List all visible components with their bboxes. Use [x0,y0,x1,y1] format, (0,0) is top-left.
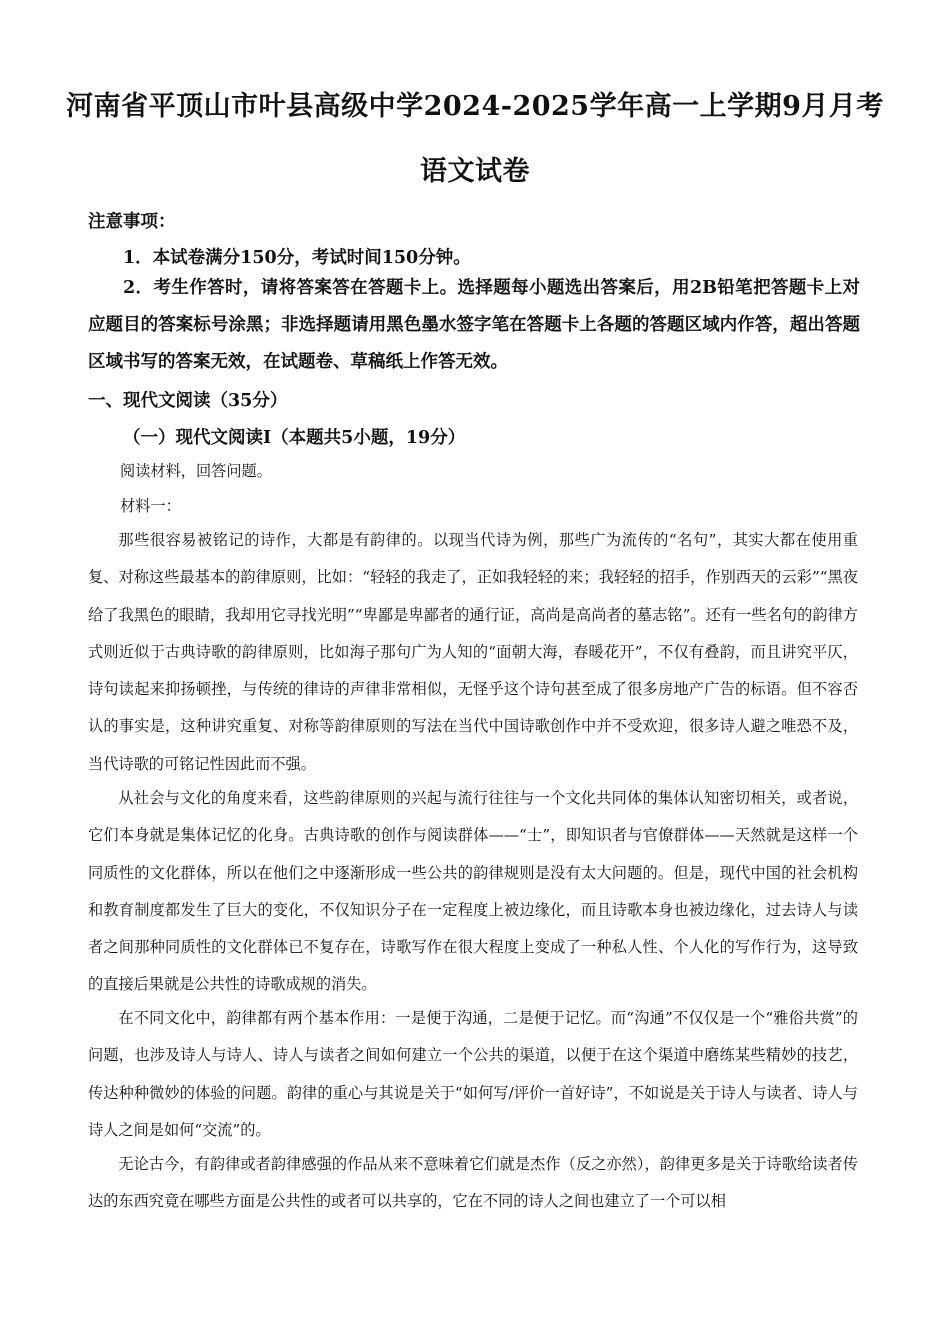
paragraph-1: 那些很容易被铭记的诗作，大都是有韵律的。以现当代诗为例，那些广为流传的“名句”，其实大都在使用重复、对称这些最基本的韵律原则，比如：“轻轻的我走了，正如我轻轻的来；我轻轻的招手，作别西天的云彩”“黑夜给了我黑色的眼睛，我却用它寻找光明”“卑鄙是卑鄙者的通行证，高尚是高尚者的墓志铭”。还有一些名句的韵律方式则近似于古典诗歌的韵律原则，比如海子那句广为人知的“面朝大海，春暖花开”，不仅有叠韵，而且讲究平仄，诗句读起来抑扬顿挫，与传统的律诗的声律非常相似，无怪乎这个诗句甚至成了很多房地产广告的标语。但不容否认的事实是，这种讲究重复、对称等韵律原则的写法在当代中国诗歌创作中并不受欢迎，很多诗人避之唯恐不及，当代诗歌的可铭记性因此而不强。 [88,531,858,773]
notes-item-1: 1．本试卷满分150分，考试时间150分钟。 [123,248,471,268]
section-subheading: （一）现代文阅读Ⅰ（本题共5小题，19分） [123,428,466,448]
notes-item-2: 2．考生作答时，请将答案答在答题卡上。选择题每小题选出答案后，用2B铅笔把答题卡上对应题目的答案标号涂黑；非选择题请用黑色墨水签字笔在答题卡上各题的答题区域内作答，超出答题区域书写的答案无效，在试题卷、草稿纸上作答无效。 [88,278,860,372]
exam-title-line1: 河南省平顶山市叶县高级中学2024-2025学年高一上学期9月月考 [66,91,884,122]
paragraph-4: 无论古今，有韵律或者韵律感强的作品从来不意味着它们就是杰作（反之亦然），韵律更多是关于诗歌给读者传达的东西究竟在哪些方面是公共性的或者可以共享的，它在不同的诗人之间也建立了一个可以相 [88,1155,858,1211]
reading-instruction: 阅读材料，回答问题。 [120,462,272,480]
material-label: 材料一： [120,497,181,515]
paragraph-2: 从社会与文化的角度来看，这些韵律原则的兴起与流行往往与一个文化共同体的集体认知密切相关，或者说，它们本身就是集体记忆的化身。古典诗歌的创作与阅读群体——“士”，即知识者与官僚群体——天然就是这样一个同质性的文化群体，所以在他们之中逐渐形成一些公共的韵律规则是没有太大问题的。但是，现代中国的社会机构和教育制度都发生了巨大的变化，不仅知识分子在一定程度上被边缘化，而且诗歌本身也被边缘化，过去诗人与读者之间那种同质性的文化群体已不复存在，诗歌写作在很大程度上变成了一种私人性、个人化的写作行为，这导致的直接后果就是公共性的诗歌成规的消失。 [88,789,858,994]
paragraph-3: 在不同文化中，韵律都有两个基本作用：一是便于沟通，二是便于记忆。而“沟通”不仅仅是一个“雅俗共赏”的问题，也涉及诗人与诗人、诗人与读者之间如何建立一个公共的渠道，以便于在这个渠道中磨练某些精妙的技艺，传达种种微妙的体验的问题。韵律的重心与其说是关于“如何写/评价一首好诗”，不如说是关于诗人与读者、诗人与诗人之间是如何“交流”的。 [88,1009,858,1139]
notes-heading: 注意事项： [88,212,176,232]
section-heading: 一、现代文阅读（35分） [88,391,288,411]
exam-title-line2: 语文试卷 [420,156,530,187]
